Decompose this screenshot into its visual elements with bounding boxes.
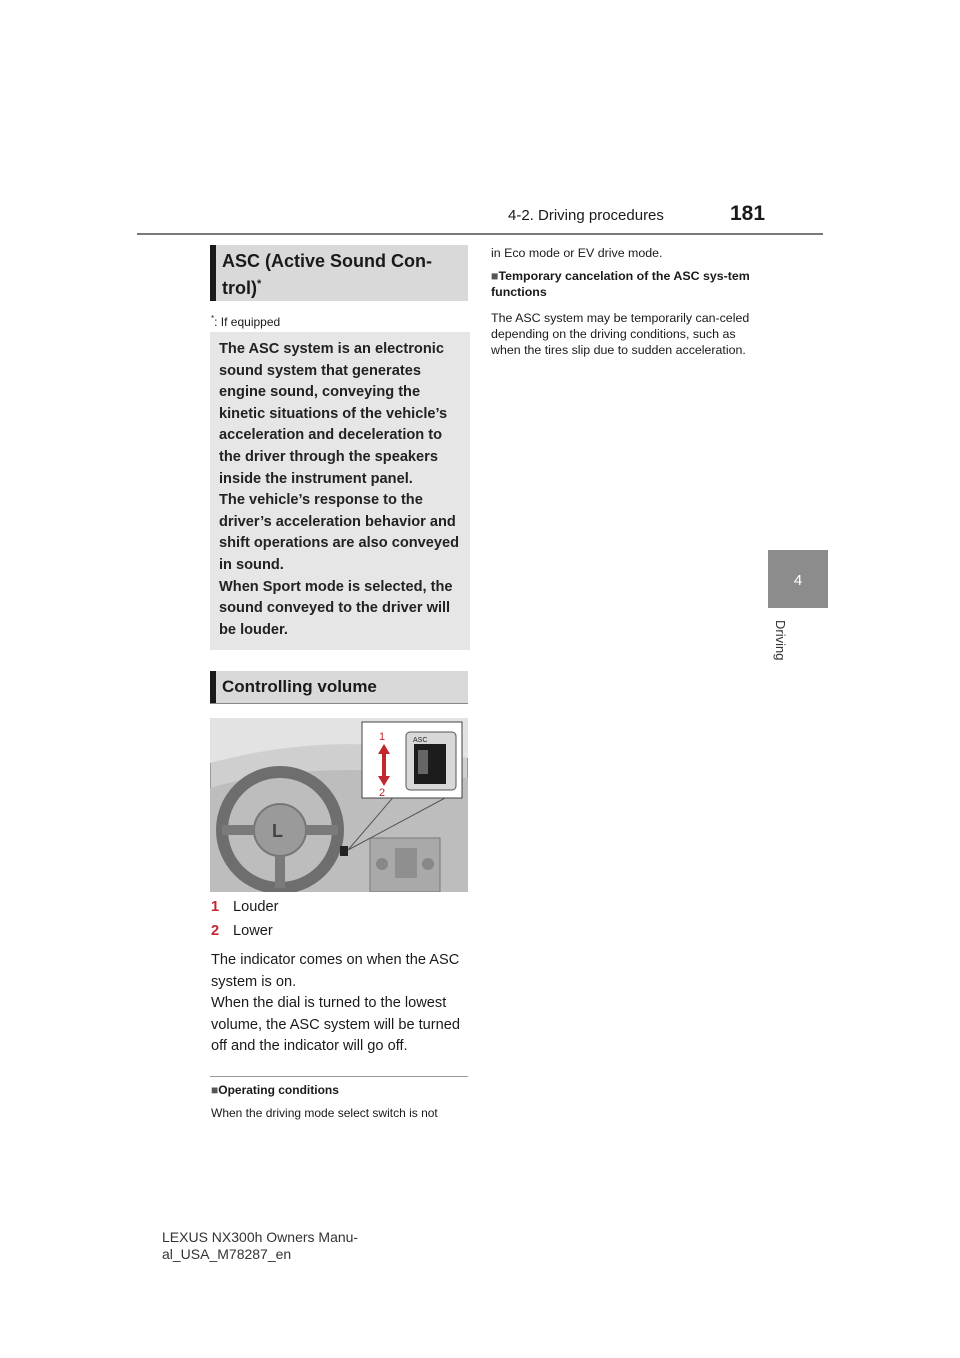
bullet-square: ■ — [211, 1083, 219, 1097]
chapter-tab-label-wrap — [762, 620, 842, 680]
bullet-square: ■ — [491, 269, 499, 283]
cancelation-title — [491, 268, 761, 300]
svg-text:L: L — [272, 821, 283, 841]
volume-heading: Controlling volume — [222, 677, 377, 696]
intro-paragraph: The ASC system is an electronic sound system that generates engine sound, conveying the kinetic situations of the vehicle’s acceleration and deceleration to the driver through the speakers inside the instrument panel. — [219, 341, 448, 487]
footer-line: LEXUS NX300h Owners Manu- — [162, 1229, 359, 1245]
asc-heading-asterisk: * — [257, 278, 262, 290]
switch-label: ASC — [413, 737, 428, 744]
running-header-section: 4-2. Driving procedures — [508, 207, 664, 224]
cancelation-title-text: Temporary cancelation of the ASC sys-tem functions — [491, 269, 750, 299]
body-paragraph: The indicator comes on when the ASC system is on. — [211, 952, 460, 990]
intro-paragraph: The vehicle’s response to the driver’s acceleration behavior and shift operations are also conveyed in sound. — [219, 492, 460, 573]
footnote — [211, 314, 280, 329]
callout-label-2: 2 — [379, 787, 386, 799]
volume-heading-rule — [210, 703, 468, 704]
chapter-tab-label: Driving — [773, 620, 788, 661]
body-text — [211, 950, 471, 1058]
cancelation-text: The ASC system may be temporarily can-celed depending on the driving conditions, such as when the tires slip due to sudden acceleration. — [491, 311, 750, 357]
step-item — [211, 899, 278, 915]
step-number: 1 — [211, 899, 220, 915]
footnote-text: : If equipped — [214, 315, 281, 329]
step-text: Louder — [233, 899, 279, 915]
step-item — [211, 923, 273, 939]
asc-heading — [222, 250, 462, 300]
dashboard-illustration — [210, 718, 468, 892]
page-number: 181 — [730, 202, 766, 225]
continuation-text: in Eco mode or EV drive mode. — [491, 246, 663, 260]
operating-title-text: Operating conditions — [218, 1083, 339, 1097]
chapter-tab-number: 4 — [793, 572, 803, 589]
footnote-marker: * — [211, 314, 215, 323]
footer-line: al_USA_M78287_en — [162, 1246, 292, 1262]
intro-text — [219, 339, 464, 641]
intro-paragraph: When Sport mode is selected, the sound conveyed to the driver will be louder. — [219, 578, 453, 638]
operating-title — [211, 1083, 339, 1097]
header-rule — [137, 233, 823, 235]
step-number: 2 — [211, 923, 220, 939]
operating-text: When the driving mode select switch is not — [211, 1106, 438, 1120]
callout-label-1: 1 — [379, 731, 386, 743]
asc-heading-text: ASC (Active Sound Con-trol) — [222, 251, 432, 298]
footer — [162, 1229, 462, 1263]
step-text: Lower — [233, 923, 273, 939]
operating-rule — [210, 1076, 468, 1077]
body-paragraph: When the dial is turned to the lowest volume, the ASC system will be turned off and the indicator will go off. — [211, 995, 461, 1055]
